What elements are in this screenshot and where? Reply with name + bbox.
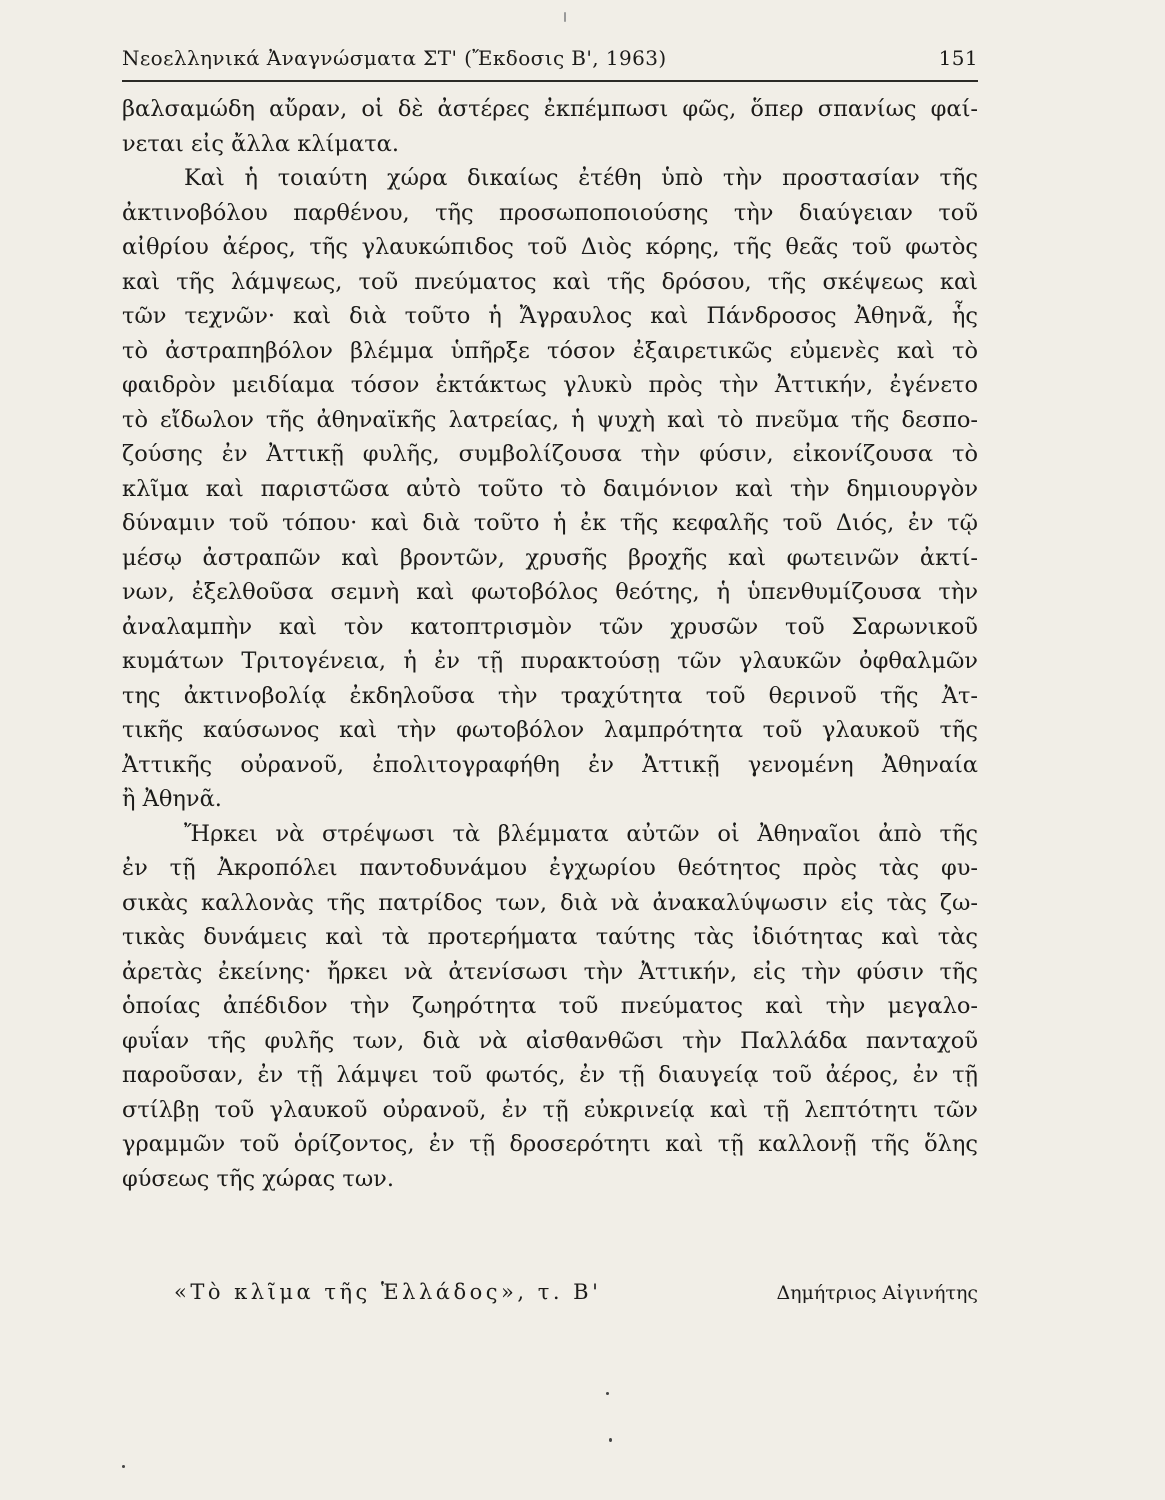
text-line: φυΐαν τῆς φυλῆς των, διὰ νὰ αἰσθανθῶσι τὴν Παλλάδα πανταχοῦ bbox=[122, 1027, 978, 1054]
author-name: Δημήτριος Αἰγινήτης bbox=[776, 1282, 978, 1304]
text-line: αἰθρίου ἀέρος, τῆς γλαυκώπιδος τοῦ Διὸς κόρης, τῆς θεᾶς τοῦ φωτὸς bbox=[122, 234, 978, 260]
text-line: κυμάτων Τριτογένεια, ἡ ἐν τῇ πυρακτούσῃ τῶν γλαυκῶν ὀφθαλμῶν bbox=[122, 648, 978, 674]
text-line: φύσεως τῆς χώρας των. bbox=[122, 1165, 395, 1192]
attribution bbox=[174, 1280, 978, 1314]
text-line: τικὰς δυνάμεις καὶ τὰ προτερήματα ταύτης τὰς ἰδιότητας καὶ τὰς bbox=[122, 924, 978, 950]
text-line: νεται εἰς ἄλλα κλίματα. bbox=[122, 130, 399, 157]
text-line: μέσῳ ἀστραπῶν καὶ βροντῶν, χρυσῆς βροχῆς καὶ φωτεινῶν ἀκτί- bbox=[122, 544, 978, 571]
source-title: «Τὸ κλῖμα τῆς Ἑλλάδος», τ. Β' bbox=[174, 1280, 602, 1304]
print-speck bbox=[564, 12, 566, 22]
text-line: παροῦσαν, ἐν τῇ λάμψει τοῦ φωτός, ἐν τῇ διαυγείᾳ τοῦ ἀέρος, ἐν τῇ bbox=[122, 1062, 978, 1088]
text-line: ἀκτινοβόλου παρθένου, τῆς προσωποποιούσης τὴν διαύγειαν τοῦ bbox=[122, 199, 978, 226]
text-line: κλῖμα καὶ παριστῶσα αὐτὸ τοῦτο τὸ δαιμόνιον καὶ τὴν δημιουργὸν bbox=[122, 475, 978, 502]
text-line: ἀρετὰς ἐκείνης· ἤρκει νὰ ἀτενίσωσι τὴν Ἀττικήν, εἰς τὴν φύσιν τῆς bbox=[122, 958, 978, 985]
text-line: σικὰς καλλονὰς τῆς πατρίδος των, διὰ νὰ ἀνακαλύψωσιν εἰς τὰς ζω- bbox=[122, 889, 978, 916]
print-speck bbox=[606, 1392, 609, 1395]
book-title: Νεοελληνικά Ἀναγνώσματα ΣΤ' (Ἔκδοσις Β', 1963) bbox=[122, 46, 667, 70]
text-body bbox=[122, 92, 978, 1196]
text-line: ἀναλαμπὴν καὶ τὸν κατοπτρισμὸν τῶν χρυσῶν τοῦ Σαρωνικοῦ bbox=[122, 613, 978, 640]
text-line: ἢ Ἀθηνᾶ. bbox=[122, 786, 222, 812]
paragraph-start-line: Ἤρκει νὰ στρέψωσι τὰ βλέμματα αὐτῶν οἱ Ἀθηναῖοι ἀπὸ τῆς bbox=[184, 820, 978, 847]
text-line: τῶν τεχνῶν· καὶ διὰ τοῦτο ἡ Ἄγραυλος καὶ Πάνδροσος Ἀθηνᾶ, ἧς bbox=[122, 303, 978, 329]
print-speck bbox=[609, 1438, 612, 1442]
text-line: Ἀττικῆς οὐρανοῦ, ἐπολιτογραφήθη ἐν Ἀττικῇ γενομένη Ἀθηναία bbox=[122, 751, 978, 778]
text-line: τὸ εἴδωλον τῆς ἀθηναϊκῆς λατρείας, ἡ ψυχὴ καὶ τὸ πνεῦμα τῆς δεσπο- bbox=[122, 406, 978, 433]
page-number: 151 bbox=[938, 46, 978, 70]
text-line: γραμμῶν τοῦ ὁρίζοντος, ἐν τῇ δροσερότητι καὶ τῇ καλλονῇ τῆς ὅλης bbox=[122, 1131, 978, 1157]
text-line: βαλσαμώδη αὔραν, οἱ δὲ ἀστέρες ἐκπέμπωσι φῶς, ὅπερ σπανίως φαί- bbox=[122, 96, 978, 122]
text-line: καὶ τῆς λάμψεως, τοῦ πνεύματος καὶ τῆς δρόσου, τῆς σκέψεως καὶ bbox=[122, 268, 978, 295]
text-line: στίλβῃ τοῦ γλαυκοῦ οὐρανοῦ, ἐν τῇ εὐκρινείᾳ καὶ τῇ λεπτότητι τῶν bbox=[122, 1096, 978, 1123]
text-line: δύναμιν τοῦ τόπου· καὶ διὰ τοῦτο ἡ ἐκ τῆς κεφαλῆς τοῦ Διός, ἐν τῷ bbox=[122, 510, 978, 536]
print-speck bbox=[122, 1465, 125, 1468]
text-line: φαιδρὸν μειδίαμα τόσον ἐκτάκτως γλυκὺ πρὸς τὴν Ἀττικήν, ἐγένετο bbox=[122, 372, 978, 398]
text-line: ἐν τῇ Ἀκροπόλει παντοδυνάμου ἐγχωρίου θεότητος πρὸς τὰς φυ- bbox=[122, 855, 978, 881]
text-line: νων, ἐξελθοῦσα σεμνὴ καὶ φωτοβόλος θεότης, ἡ ὑπενθυμίζουσα τὴν bbox=[122, 579, 978, 605]
header-rule bbox=[122, 80, 978, 82]
text-line: της ἀκτινοβολίᾳ ἐκδηλοῦσα τὴν τραχύτητα τοῦ θερινοῦ τῆς Ἀτ- bbox=[122, 682, 978, 709]
text-line: ὁποίας ἀπέδιδον τὴν ζωηρότητα τοῦ πνεύματος καὶ τὴν μεγαλο- bbox=[122, 993, 978, 1019]
text-line: τικῆς καύσωνος καὶ τὴν φωτοβόλον λαμπρότητα τοῦ γλαυκοῦ τῆς bbox=[122, 717, 978, 743]
text-line: τὸ ἀστραπηβόλον βλέμμα ὑπῆρξε τόσον ἐξαιρετικῶς εὐμενὲς καὶ τὸ bbox=[122, 337, 978, 364]
text-line: ζούσης ἐν Ἀττικῇ φυλῆς, συμβολίζουσα τὴν φύσιν, εἰκονίζουσα τὸ bbox=[122, 441, 978, 467]
paragraph-start-line: Καὶ ἡ τοιαύτη χώρα δικαίως ἐτέθη ὑπὸ τὴν προστασίαν τῆς bbox=[184, 165, 978, 191]
running-header bbox=[122, 42, 978, 76]
